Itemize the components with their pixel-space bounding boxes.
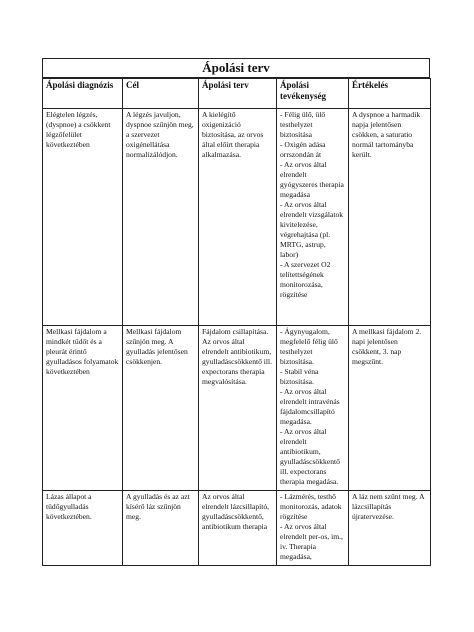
activity-item: - Oxigén adása orrszondán át	[280, 140, 326, 159]
cell-diagnosis: Mellkasi fájdalom a mindkét tüdőt és a pleurát érintő gyulladásos folyamatok következtében	[43, 326, 123, 491]
cell-diagnosis: Elégtelen légzés, (dyspnoe) a csökkent légzőfelület következtében	[43, 109, 123, 326]
header-plan: Ápolási terv	[199, 79, 277, 109]
header-evaluation: Értékelés	[349, 79, 431, 109]
cell-goal: Mellkasi fájdalom szűnjön meg. A gyulladás jelentősen csökkenjen.	[123, 326, 199, 491]
activity-item: - Lázmérés, testhő monitorozás, adatok rögzítése	[280, 492, 342, 521]
cell-diagnosis: Lázas állapot a tüdőgyulladás következtében.	[43, 491, 123, 566]
activity-list	[280, 492, 345, 562]
cell-goal: A légzés javuljon, dyspnoe szűnjön meg, a szervezet oxigénellátása normalizálódjon.	[123, 109, 199, 326]
activity-item: - Ágynyugalom, megfelelő félig ülő testhelyzet biztosítása.	[280, 327, 338, 366]
cell-evaluation: A láz nem szűnt meg. A lázcsillapítás újratervezése.	[349, 491, 431, 566]
activity-item: - Az orvos által elrendelt intravénás fájdalomcsillapító megadása.	[280, 387, 340, 426]
cell-plan: Az orvos által elrendelt lázcsillapító, gyulladáscsökkentő, antibiotikum therapia	[199, 491, 277, 566]
table-row	[43, 109, 431, 326]
activity-item: - Félig ülő, ülő testhelyzet biztosítása	[280, 110, 326, 139]
activity-item: - A szervezet O2 telítettségének monitorozása, rögzítése	[280, 260, 331, 299]
table-row	[43, 326, 431, 491]
activity-list	[280, 110, 345, 300]
document-title: Ápolási terv	[42, 58, 430, 78]
cell-evaluation: A mellkasi fájdalom 2. napi jelentősen csökkent, 3. nap megszűnt.	[349, 326, 431, 491]
activity-item: - Stabil véna biztosítása.	[280, 367, 319, 386]
header-goal: Cél	[123, 79, 199, 109]
table-row	[43, 491, 431, 566]
document-page	[42, 58, 430, 583]
cell-evaluation: A dyspnoe a harmadik napja jelentősen csökken, a saturatio normál tartományba került.	[349, 109, 431, 326]
cell-goal: A gyulladás és az azt kísérő láz szűnjön meg.	[123, 491, 199, 566]
header-diagnosis: Ápolási diagnózis	[43, 79, 123, 109]
cell-plan: Fájdalom csillapítása. Az orvos által elrendelt antibiotikum, gyulladáscsökkentő ill. expectorans therapia megvalósítása.	[199, 326, 277, 491]
cell-activity	[277, 326, 349, 491]
activity-list	[280, 327, 345, 487]
activity-item: - Az orvos által elrendelt gyógyszeres therapia megadása	[280, 160, 344, 199]
table-header-row	[43, 79, 431, 109]
cell-activity	[277, 109, 349, 326]
cell-activity	[277, 491, 349, 566]
activity-item: - Az orvos által elrendelt antibiotikum, gyulladáscsökkentő ill. expectorans therapia megadása.	[280, 427, 340, 486]
activity-item: - Az orvos által elrendelt per-os, im., iv. Therapia megadása,	[280, 522, 343, 561]
cell-plan: A kielégítő oxigenizáció biztosítása, az orvos által előírt therapia alkalmazása.	[199, 109, 277, 326]
care-plan-table	[42, 78, 431, 566]
activity-item: - Az orvos által elrendelt vizsgálatok kivitelezése, végrehajtása (pl. MRTG, astrup, labor)	[280, 200, 344, 259]
header-activity: Ápolási tevékenység	[277, 79, 349, 109]
